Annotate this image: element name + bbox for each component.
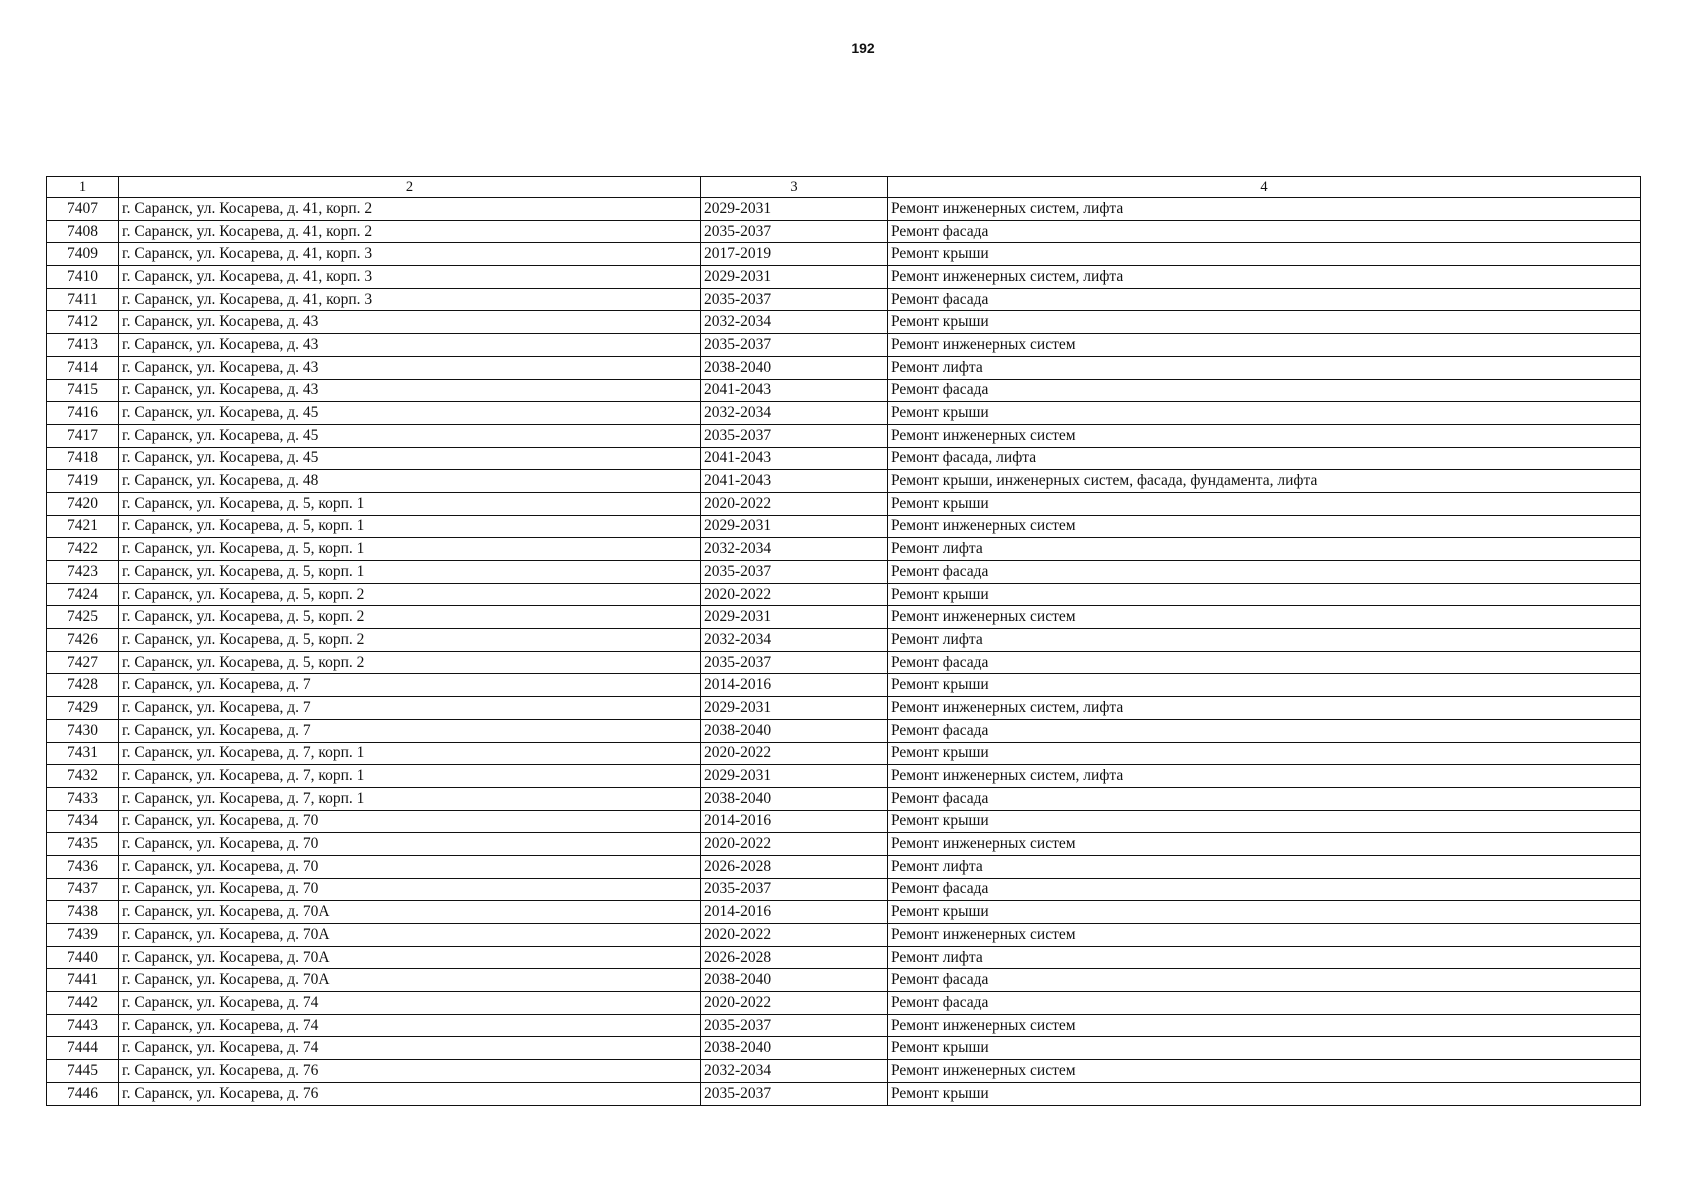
table-row	[47, 719, 1641, 742]
work-type-cell: Ремонт фасада	[888, 787, 1641, 810]
work-type-cell: Ремонт инженерных систем, лифта	[888, 697, 1641, 720]
header-cell-3: 3	[701, 177, 888, 198]
address-cell: г. Саранск, ул. Косарева, д. 41, корп. 3	[119, 266, 701, 289]
period-cell: 2017-2019	[701, 243, 888, 266]
work-type-cell: Ремонт инженерных систем, лифта	[888, 198, 1641, 221]
row-number: 7424	[47, 583, 119, 606]
table-row	[47, 1037, 1641, 1060]
table-row	[47, 946, 1641, 969]
period-cell: 2035-2037	[701, 424, 888, 447]
period-cell: 2014-2016	[701, 674, 888, 697]
table-row	[47, 424, 1641, 447]
row-number: 7407	[47, 198, 119, 221]
address-cell: г. Саранск, ул. Косарева, д. 76	[119, 1082, 701, 1105]
table-row	[47, 651, 1641, 674]
row-number: 7412	[47, 311, 119, 334]
table-row	[47, 561, 1641, 584]
period-cell: 2041-2043	[701, 470, 888, 493]
period-cell: 2035-2037	[701, 1014, 888, 1037]
row-number: 7413	[47, 334, 119, 357]
period-cell: 2029-2031	[701, 515, 888, 538]
address-cell: г. Саранск, ул. Косарева, д. 45	[119, 447, 701, 470]
work-type-cell: Ремонт инженерных систем, лифта	[888, 765, 1641, 788]
period-cell: 2035-2037	[701, 288, 888, 311]
address-cell: г. Саранск, ул. Косарева, д. 45	[119, 424, 701, 447]
row-number: 7422	[47, 538, 119, 561]
period-cell: 2026-2028	[701, 946, 888, 969]
row-number: 7409	[47, 243, 119, 266]
work-type-cell: Ремонт инженерных систем, лифта	[888, 266, 1641, 289]
row-number: 7408	[47, 220, 119, 243]
address-cell: г. Саранск, ул. Косарева, д. 43	[119, 311, 701, 334]
row-number: 7416	[47, 402, 119, 425]
period-cell: 2020-2022	[701, 833, 888, 856]
row-number: 7430	[47, 719, 119, 742]
address-cell: г. Саранск, ул. Косарева, д. 45	[119, 402, 701, 425]
row-number: 7433	[47, 787, 119, 810]
table-row	[47, 969, 1641, 992]
address-cell: г. Саранск, ул. Косарева, д. 7, корп. 1	[119, 787, 701, 810]
address-cell: г. Саранск, ул. Косарева, д. 5, корп. 1	[119, 515, 701, 538]
work-type-cell: Ремонт инженерных систем	[888, 515, 1641, 538]
work-type-cell: Ремонт инженерных систем	[888, 924, 1641, 947]
row-number: 7418	[47, 447, 119, 470]
address-cell: г. Саранск, ул. Косарева, д. 43	[119, 334, 701, 357]
period-cell: 2020-2022	[701, 992, 888, 1015]
period-cell: 2038-2040	[701, 787, 888, 810]
row-number: 7410	[47, 266, 119, 289]
work-type-cell: Ремонт лифта	[888, 356, 1641, 379]
work-type-cell: Ремонт фасада	[888, 992, 1641, 1015]
period-cell: 2020-2022	[701, 583, 888, 606]
row-number: 7436	[47, 855, 119, 878]
table-row	[47, 334, 1641, 357]
address-cell: г. Саранск, ул. Косарева, д. 74	[119, 1037, 701, 1060]
row-number: 7439	[47, 924, 119, 947]
work-type-cell: Ремонт крыши, инженерных систем, фасада, фундамента, лифта	[888, 470, 1641, 493]
address-cell: г. Саранск, ул. Косарева, д. 5, корп. 1	[119, 538, 701, 561]
period-cell: 2020-2022	[701, 492, 888, 515]
work-type-cell: Ремонт инженерных систем	[888, 1014, 1641, 1037]
period-cell: 2035-2037	[701, 1082, 888, 1105]
address-cell: г. Саранск, ул. Косарева, д. 41, корп. 3	[119, 288, 701, 311]
period-cell: 2032-2034	[701, 311, 888, 334]
row-number: 7434	[47, 810, 119, 833]
table-row	[47, 787, 1641, 810]
period-cell: 2035-2037	[701, 220, 888, 243]
page-number: 192	[851, 40, 875, 56]
row-number: 7427	[47, 651, 119, 674]
address-cell: г. Саранск, ул. Косарева, д. 70	[119, 878, 701, 901]
work-type-cell: Ремонт инженерных систем	[888, 1060, 1641, 1083]
row-number: 7414	[47, 356, 119, 379]
period-cell: 2029-2031	[701, 198, 888, 221]
period-cell: 2029-2031	[701, 697, 888, 720]
address-cell: г. Саранск, ул. Косарева, д. 7, корп. 1	[119, 742, 701, 765]
row-number: 7429	[47, 697, 119, 720]
work-type-cell: Ремонт лифта	[888, 629, 1641, 652]
row-number: 7431	[47, 742, 119, 765]
row-number: 7423	[47, 561, 119, 584]
address-cell: г. Саранск, ул. Косарева, д. 5, корп. 1	[119, 561, 701, 584]
address-cell: г. Саранск, ул. Косарева, д. 7	[119, 697, 701, 720]
period-cell: 2032-2034	[701, 1060, 888, 1083]
period-cell: 2029-2031	[701, 606, 888, 629]
period-cell: 2038-2040	[701, 719, 888, 742]
table-row	[47, 311, 1641, 334]
work-type-cell: Ремонт инженерных систем	[888, 606, 1641, 629]
work-type-cell: Ремонт фасада	[888, 878, 1641, 901]
address-cell: г. Саранск, ул. Косарева, д. 41, корп. 3	[119, 243, 701, 266]
work-type-cell: Ремонт лифта	[888, 946, 1641, 969]
table-row	[47, 492, 1641, 515]
work-type-cell: Ремонт фасада	[888, 561, 1641, 584]
work-type-cell: Ремонт лифта	[888, 855, 1641, 878]
table-row	[47, 538, 1641, 561]
work-type-cell: Ремонт крыши	[888, 492, 1641, 515]
work-type-cell: Ремонт крыши	[888, 311, 1641, 334]
address-cell: г. Саранск, ул. Косарева, д. 74	[119, 1014, 701, 1037]
address-cell: г. Саранск, ул. Косарева, д. 70А	[119, 969, 701, 992]
period-cell: 2038-2040	[701, 969, 888, 992]
table-row	[47, 288, 1641, 311]
work-type-cell: Ремонт фасада	[888, 288, 1641, 311]
table-row	[47, 765, 1641, 788]
period-cell: 2035-2037	[701, 334, 888, 357]
table-row	[47, 356, 1641, 379]
period-cell: 2020-2022	[701, 924, 888, 947]
row-number: 7443	[47, 1014, 119, 1037]
table-row	[47, 266, 1641, 289]
work-type-cell: Ремонт фасада	[888, 220, 1641, 243]
table-row	[47, 243, 1641, 266]
table-row	[47, 901, 1641, 924]
period-cell: 2041-2043	[701, 447, 888, 470]
work-type-cell: Ремонт крыши	[888, 742, 1641, 765]
work-type-cell: Ремонт фасада	[888, 719, 1641, 742]
table-row	[47, 606, 1641, 629]
period-cell: 2035-2037	[701, 561, 888, 584]
address-cell: г. Саранск, ул. Косарева, д. 70	[119, 810, 701, 833]
address-cell: г. Саранск, ул. Косарева, д. 43	[119, 379, 701, 402]
work-type-cell: Ремонт крыши	[888, 1037, 1641, 1060]
address-cell: г. Саранск, ул. Косарева, д. 70	[119, 855, 701, 878]
table-body	[47, 198, 1641, 1106]
table-row	[47, 992, 1641, 1015]
address-cell: г. Саранск, ул. Косарева, д. 43	[119, 356, 701, 379]
table-row	[47, 470, 1641, 493]
table-row	[47, 1060, 1641, 1083]
row-number: 7428	[47, 674, 119, 697]
row-number: 7432	[47, 765, 119, 788]
period-cell: 2032-2034	[701, 538, 888, 561]
work-type-cell: Ремонт инженерных систем	[888, 424, 1641, 447]
address-cell: г. Саранск, ул. Косарева, д. 70А	[119, 924, 701, 947]
table-row	[47, 402, 1641, 425]
period-cell: 2020-2022	[701, 742, 888, 765]
period-cell: 2029-2031	[701, 266, 888, 289]
row-number: 7435	[47, 833, 119, 856]
work-type-cell: Ремонт инженерных систем	[888, 833, 1641, 856]
header-cell-4: 4	[888, 177, 1641, 198]
row-number: 7415	[47, 379, 119, 402]
row-number: 7438	[47, 901, 119, 924]
table-row	[47, 515, 1641, 538]
period-cell: 2032-2034	[701, 402, 888, 425]
row-number: 7421	[47, 515, 119, 538]
row-number: 7419	[47, 470, 119, 493]
period-cell: 2032-2034	[701, 629, 888, 652]
header-cell-2: 2	[119, 177, 701, 198]
table-row	[47, 810, 1641, 833]
work-type-cell: Ремонт крыши	[888, 243, 1641, 266]
table-row	[47, 583, 1641, 606]
row-number: 7442	[47, 992, 119, 1015]
row-number: 7446	[47, 1082, 119, 1105]
address-cell: г. Саранск, ул. Косарева, д. 70А	[119, 901, 701, 924]
work-type-cell: Ремонт крыши	[888, 583, 1641, 606]
work-type-cell: Ремонт фасада	[888, 379, 1641, 402]
table-row	[47, 742, 1641, 765]
work-type-cell: Ремонт крыши	[888, 810, 1641, 833]
period-cell: 2038-2040	[701, 356, 888, 379]
table-row	[47, 1014, 1641, 1037]
row-number: 7417	[47, 424, 119, 447]
row-number: 7420	[47, 492, 119, 515]
table-row	[47, 878, 1641, 901]
period-cell: 2014-2016	[701, 901, 888, 924]
table-row	[47, 1082, 1641, 1105]
address-cell: г. Саранск, ул. Косарева, д. 74	[119, 992, 701, 1015]
table-row	[47, 447, 1641, 470]
work-type-cell: Ремонт инженерных систем	[888, 334, 1641, 357]
address-cell: г. Саранск, ул. Косарева, д. 5, корп. 2	[119, 606, 701, 629]
address-cell: г. Саранск, ул. Косарева, д. 48	[119, 470, 701, 493]
address-cell: г. Саранск, ул. Косарева, д. 7	[119, 719, 701, 742]
table-row	[47, 379, 1641, 402]
row-number: 7425	[47, 606, 119, 629]
period-cell: 2041-2043	[701, 379, 888, 402]
period-cell: 2035-2037	[701, 878, 888, 901]
address-cell: г. Саранск, ул. Косарева, д. 5, корп. 1	[119, 492, 701, 515]
row-number: 7437	[47, 878, 119, 901]
period-cell: 2029-2031	[701, 765, 888, 788]
work-type-cell: Ремонт фасада, лифта	[888, 447, 1641, 470]
table-header-row	[47, 177, 1641, 198]
row-number: 7444	[47, 1037, 119, 1060]
work-type-cell: Ремонт крыши	[888, 1082, 1641, 1105]
table-row	[47, 855, 1641, 878]
work-type-cell: Ремонт лифта	[888, 538, 1641, 561]
address-cell: г. Саранск, ул. Косарева, д. 7, корп. 1	[119, 765, 701, 788]
address-cell: г. Саранск, ул. Косарева, д. 7	[119, 674, 701, 697]
work-type-cell: Ремонт крыши	[888, 901, 1641, 924]
address-cell: г. Саранск, ул. Косарева, д. 5, корп. 2	[119, 629, 701, 652]
address-cell: г. Саранск, ул. Косарева, д. 70А	[119, 946, 701, 969]
address-cell: г. Саранск, ул. Косарева, д. 5, корп. 2	[119, 651, 701, 674]
work-type-cell: Ремонт крыши	[888, 674, 1641, 697]
address-cell: г. Саранск, ул. Косарева, д. 5, корп. 2	[119, 583, 701, 606]
table-row	[47, 833, 1641, 856]
table-row	[47, 220, 1641, 243]
row-number: 7411	[47, 288, 119, 311]
row-number: 7426	[47, 629, 119, 652]
period-cell: 2026-2028	[701, 855, 888, 878]
period-cell: 2014-2016	[701, 810, 888, 833]
address-cell: г. Саранск, ул. Косарева, д. 41, корп. 2	[119, 198, 701, 221]
table-row	[47, 697, 1641, 720]
table-row	[47, 674, 1641, 697]
table-row	[47, 629, 1641, 652]
row-number: 7440	[47, 946, 119, 969]
address-cell: г. Саранск, ул. Косарева, д. 41, корп. 2	[119, 220, 701, 243]
work-type-cell: Ремонт крыши	[888, 402, 1641, 425]
row-number: 7441	[47, 969, 119, 992]
table-row	[47, 924, 1641, 947]
header-cell-1: 1	[47, 177, 119, 198]
repair-schedule-table	[46, 176, 1641, 1106]
row-number: 7445	[47, 1060, 119, 1083]
address-cell: г. Саранск, ул. Косарева, д. 70	[119, 833, 701, 856]
address-cell: г. Саранск, ул. Косарева, д. 76	[119, 1060, 701, 1083]
work-type-cell: Ремонт фасада	[888, 651, 1641, 674]
table-row	[47, 198, 1641, 221]
work-type-cell: Ремонт фасада	[888, 969, 1641, 992]
period-cell: 2038-2040	[701, 1037, 888, 1060]
period-cell: 2035-2037	[701, 651, 888, 674]
